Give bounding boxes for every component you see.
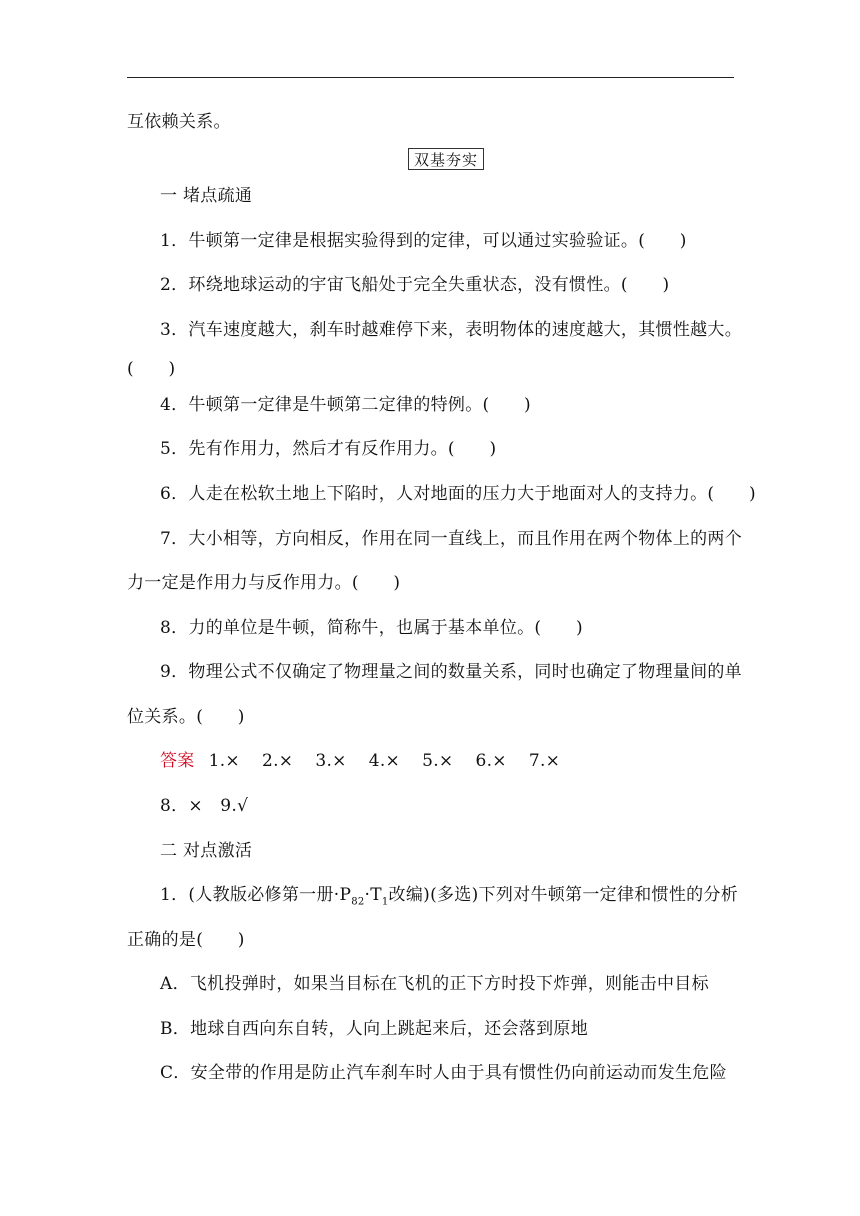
statement-7-cont: 力一定是作用力与反作用力。( )	[127, 573, 401, 593]
q1-prefix: 1．(人教版必修第一册·P	[160, 885, 352, 905]
answer-4: 4.×	[368, 751, 401, 771]
option-c: C．安全带的作用是防止汽车刹车时人由于具有惯性仍向前运动而发生危险	[160, 1063, 727, 1083]
statement-2: 2．环绕地球运动的宇宙飞船处于完全失重状态，没有惯性。( )	[160, 275, 670, 295]
statement-5: 5．先有作用力，然后才有反作用力。( )	[160, 439, 497, 459]
part2-heading: 二 对点激活	[160, 841, 253, 861]
intro-text: 互依赖关系。	[127, 112, 231, 132]
q1-sub-page: 82	[351, 896, 365, 908]
statement-7: 7．大小相等，方向相反，作用在同一直线上，而且作用在两个物体上的两个	[160, 529, 743, 549]
statement-1: 1．牛顿第一定律是根据实验得到的定律，可以通过实验验证。( )	[160, 231, 687, 251]
answer-row	[160, 750, 582, 772]
section-tag: 双基夯实	[408, 148, 484, 170]
answer-5: 5.×	[422, 751, 454, 771]
answer-3: 3.×	[315, 751, 347, 771]
question-1	[160, 884, 738, 913]
part1-heading: 一 堵点疏通	[160, 186, 253, 206]
statement-3: 3．汽车速度越大，刹车时越难停下来，表明物体的速度越大，其惯性越大。	[160, 320, 743, 340]
statement-3-cont: ( )	[127, 359, 176, 379]
answer-1: 1.×	[208, 751, 240, 771]
statement-4: 4．牛顿第一定律是牛顿第二定律的特例。( )	[160, 395, 531, 415]
answer-6: 6.×	[475, 751, 507, 771]
q1-suffix: 改编)(多选)下列对牛顿第一定律和惯性的分析	[388, 885, 739, 905]
option-b: B．地球自西向东自转，人向上跳起来后，还会落到原地	[160, 1019, 588, 1039]
header-rule	[127, 77, 734, 78]
question-1-cont: 正确的是( )	[127, 930, 245, 950]
statement-8: 8．力的单位是牛顿，简称牛，也属于基本单位。( )	[160, 618, 583, 638]
answer-7: 7.×	[528, 751, 561, 771]
answer-2: 2.×	[261, 751, 294, 771]
answer-label: 答案	[160, 751, 195, 771]
answer-row-2: 8．× 9.√	[160, 796, 249, 816]
statement-9-cont: 位关系。( )	[127, 707, 245, 727]
q1-sub-t: 1	[381, 896, 389, 908]
q1-mid: ·T	[364, 885, 382, 905]
statement-6: 6．人走在松软土地上下陷时，人对地面的压力大于地面对人的支持力。( )	[160, 484, 756, 504]
statement-9: 9．物理公式不仅确定了物理量之间的数量关系，同时也确定了物理量间的单	[160, 662, 743, 682]
option-a: A．飞机投弹时，如果当目标在飞机的正下方时投下炸弹，则能击中目标	[160, 974, 709, 994]
